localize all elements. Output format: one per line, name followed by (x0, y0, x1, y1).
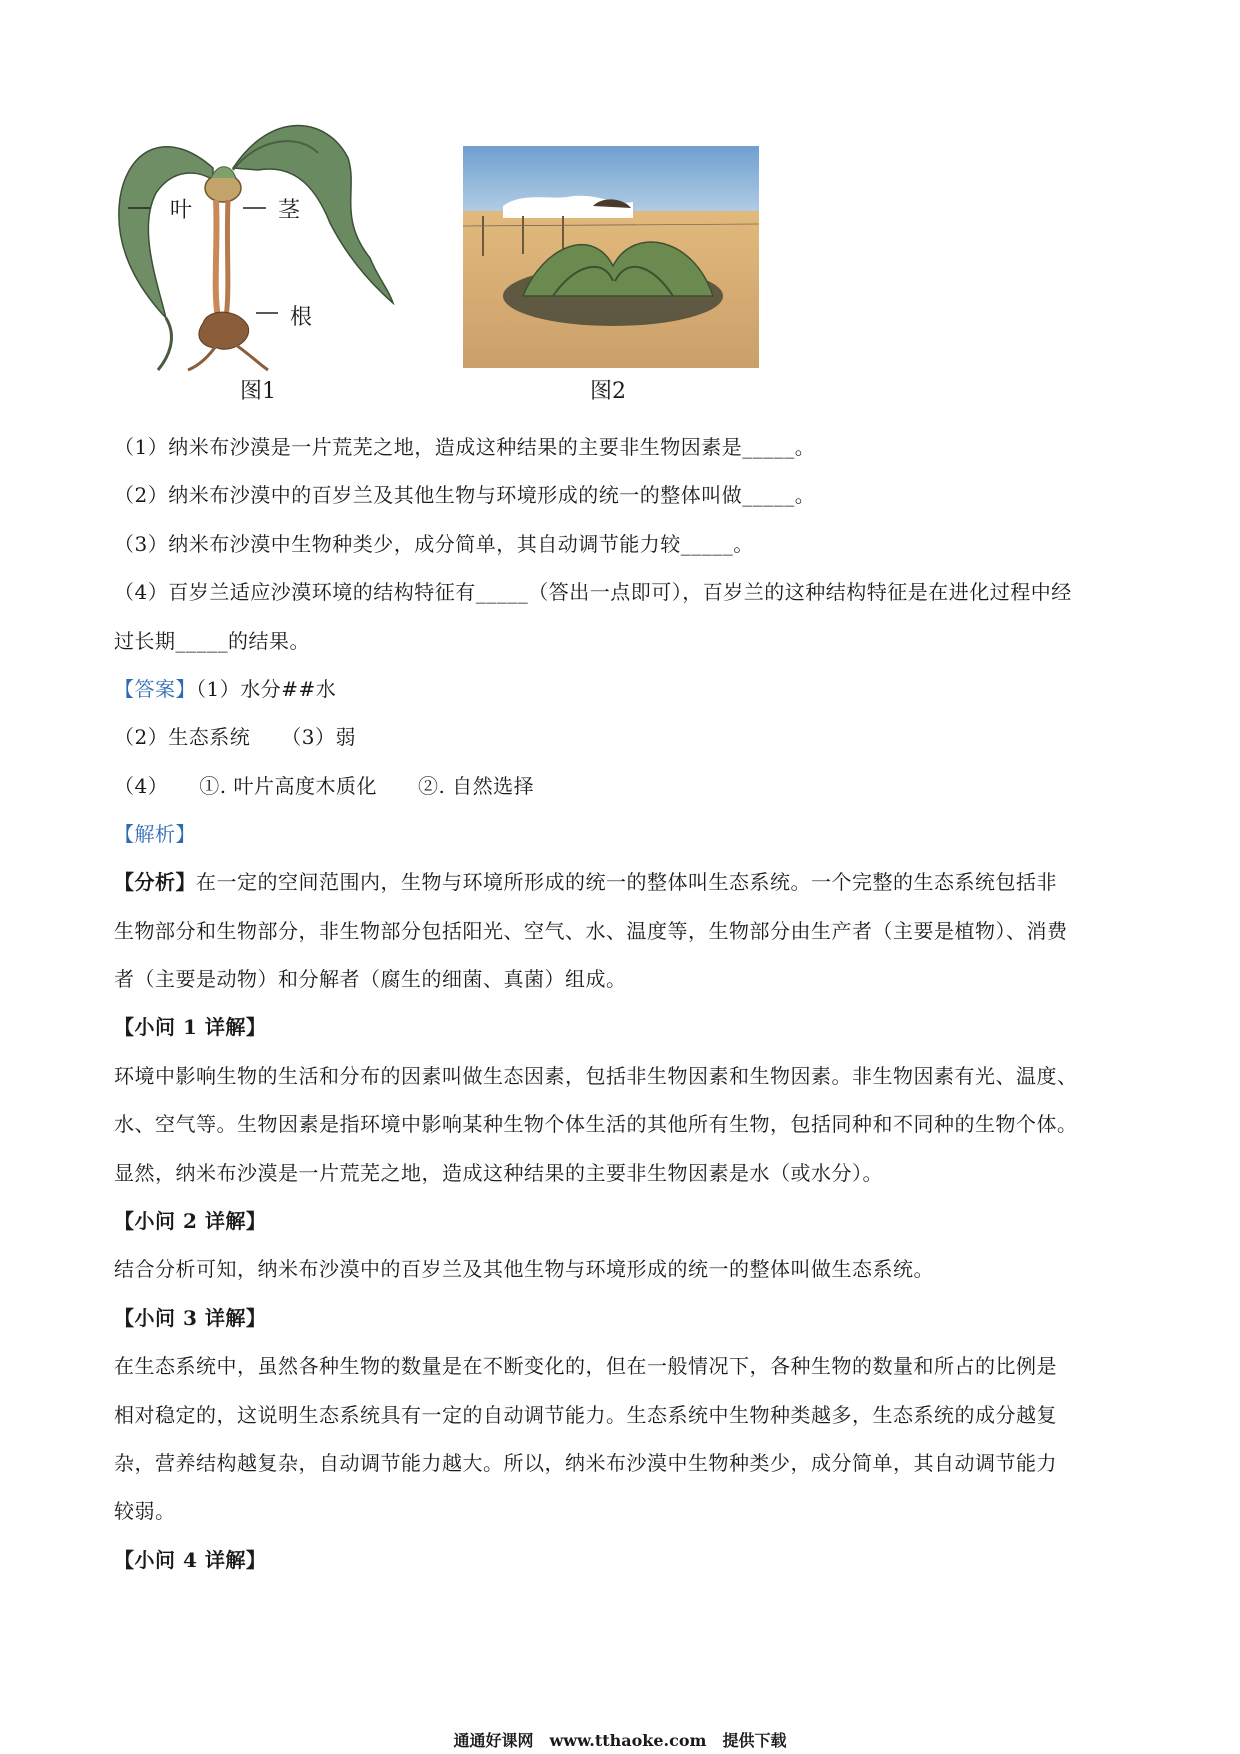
question-1: （1）纳米布沙漠是一片荒芜之地，造成这种结果的主要非生物因素是_____。 (114, 435, 816, 459)
q1-line-1: 环境中影响生物的生活和分布的因素叫做生态因素，包括非生物因素和生物因素。非生物因素有光、温度、 (114, 1064, 1078, 1088)
q3-line-3: 杂，营养结构越复杂，自动调节能力越大。所以，纳米布沙漠中生物种类少，成分简单，其自动调节能力 (114, 1451, 1057, 1475)
question-4-cont: 过长期_____的结果。 (114, 629, 310, 653)
analysis-tag: 【解析】 (114, 822, 196, 846)
desert-photo (463, 146, 759, 368)
label-root: 根 (290, 305, 313, 330)
figure-1-caption: 图1 (240, 379, 276, 404)
q4-detail-tag: 【小问 4 详解】 (114, 1548, 267, 1572)
q3-detail-tag: 【小问 3 详解】 (114, 1306, 267, 1330)
answer-1: （1）水分##水 (196, 677, 337, 701)
question-4: （4）百岁兰适应沙漠环境的结构特征有_____（答出一点即可），百岁兰的这种结构特征是在进化过程中经 (114, 580, 1072, 604)
q3-line-1: 在生态系统中，虽然各种生物的数量是在不断变化的，但在一般情况下，各种生物的数量和所占的比例是 (114, 1354, 1057, 1378)
fenxi-line-3: 者（主要是动物）和分解者（腐生的细菌、真菌）组成。 (114, 967, 627, 991)
q1-detail-tag: 【小问 1 详解】 (114, 1015, 267, 1039)
q1-line-2: 水、空气等。生物因素是指环境中影响某种生物个体生活的其他所有生物，包括同种和不同种的生物个体。 (114, 1112, 1078, 1136)
question-3: （3）纳米布沙漠中生物种类少，成分简单，其自动调节能力较_____。 (114, 532, 754, 556)
q3-line-4: 较弱。 (114, 1499, 176, 1523)
q1-line-3: 显然，纳米布沙漠是一片荒芜之地，造成这种结果的主要非生物因素是水（或水分）。 (114, 1161, 883, 1185)
figure-2-caption: 图2 (590, 379, 626, 404)
label-leaf: 叶 (170, 198, 193, 223)
answer-line-3: （4） ①. 叶片高度木质化 ②. 自然选择 (114, 774, 535, 798)
q2-detail-tag: 【小问 2 详解】 (114, 1209, 267, 1233)
question-2: （2）纳米布沙漠中的百岁兰及其他生物与环境形成的统一的整体叫做_____。 (114, 483, 816, 507)
answer-line-2: （2）生态系统 （3）弱 (114, 725, 356, 749)
q3-line-2: 相对稳定的，这说明生态系统具有一定的自动调节能力。生态系统中生物种类越多，生态系统的成分越复 (114, 1403, 1057, 1427)
fenxi-text-1: 在一定的空间范围内，生物与环境所形成的统一的整体叫生态系统。一个完整的生态系统包括非 (196, 870, 1057, 894)
answer-line-1 (114, 674, 336, 704)
fenxi-tag: 【分析】 (114, 870, 196, 894)
q2-line-1: 结合分析可知，纳米布沙漠中的百岁兰及其他生物与环境形成的统一的整体叫做生态系统。 (114, 1257, 934, 1281)
fenxi-line-2: 生物部分和生物部分，非生物部分包括阳光、空气、水、温度等，生物部分由生产者（主要是植物）、消费 (114, 919, 1068, 943)
page-footer: 通通好课网 www.tthaoke.com 提供下载 (453, 1731, 787, 1750)
answer-tag: 【答案】 (114, 677, 196, 701)
welwitschia-diagram (108, 108, 438, 378)
label-stem: 茎 (278, 198, 301, 223)
fenxi-line-1 (114, 867, 1057, 897)
